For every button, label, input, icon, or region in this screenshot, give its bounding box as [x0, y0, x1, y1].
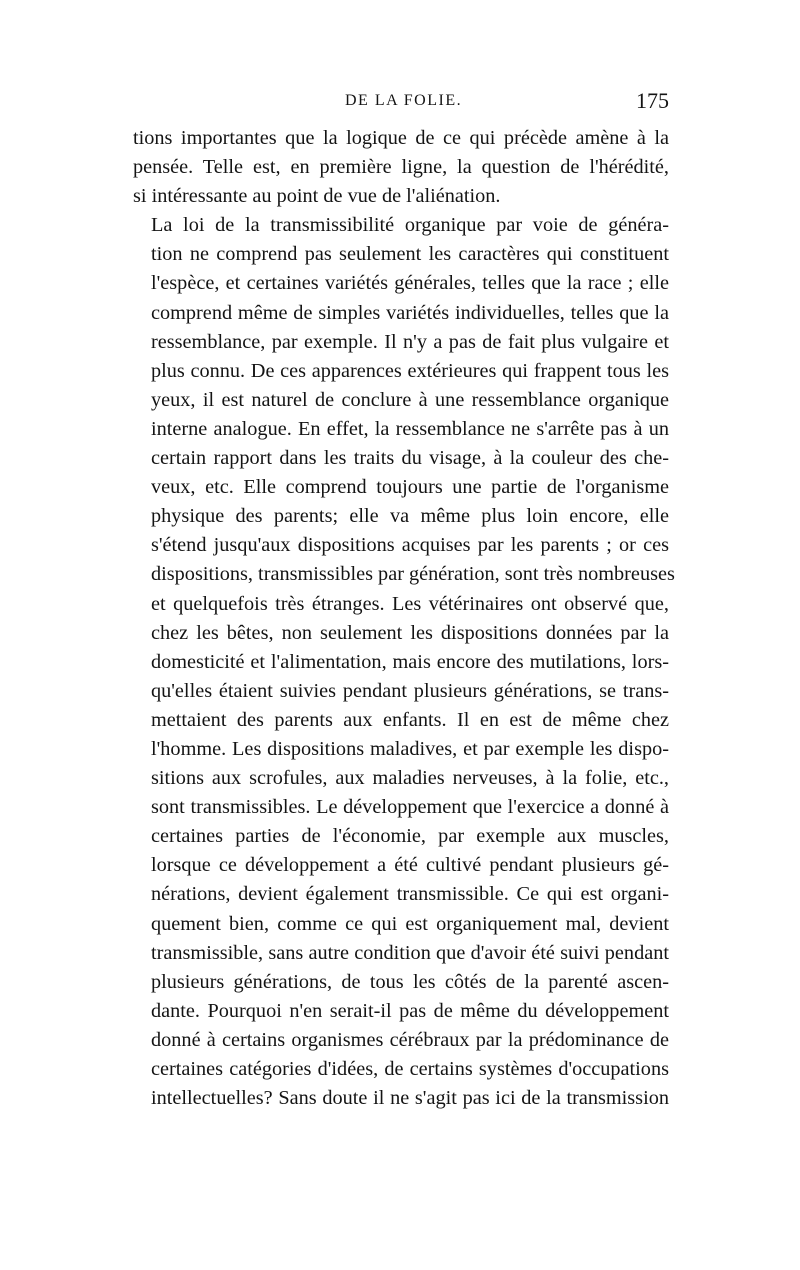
text-line: transmissible, sans autre condition que d'avoir été suivi pendant — [151, 941, 669, 964]
text-line: domesticité et l'alimentation, mais encore des mutilations, lors- — [151, 650, 669, 673]
text-line: lorsque ce développement a été cultivé pendant plusieurs gé- — [151, 854, 669, 877]
text-line: certaines parties de l'économie, par exemple aux muscles, — [151, 825, 669, 848]
paragraph — [133, 124, 669, 211]
text-line: l'espèce, et certaines variétés générales, telles que la race ; elle — [151, 272, 669, 295]
text-line: comprend même de simples variétés individuelles, telles que la — [151, 301, 669, 324]
text-line: dante. Pourquoi n'en serait-il pas de même du développement — [151, 999, 669, 1022]
text-line: certain rapport dans les traits du visage, à la couleur des che- — [151, 447, 669, 470]
text-line: intellectuelles? Sans doute il ne s'agit pas ici de la transmission — [151, 1087, 669, 1110]
text-line: dispositions, transmissibles par génération, sont très nombreuses — [151, 563, 675, 586]
book-page — [133, 88, 675, 1113]
text-line: ressemblance, par exemple. Il n'y a pas de fait plus vulgaire et — [151, 330, 669, 353]
text-line: interne analogue. En effet, la ressemblance ne s'arrête pas à un — [151, 417, 669, 440]
text-line: physique des parents; elle va même plus loin encore, elle — [151, 505, 669, 528]
text-line: certaines catégories d'idées, de certains systèmes d'occupations — [151, 1058, 669, 1080]
text-line: qu'elles étaient suivies pendant plusieurs générations, se trans- — [151, 679, 669, 702]
text-line: s'étend jusqu'aux dispositions acquises par les parents ; or ces — [151, 534, 669, 557]
text-line: si intéressante au point de vue de l'aliénation. — [133, 185, 501, 208]
running-title: DE LA FOLIE. — [345, 92, 463, 109]
text-line: tion ne comprend pas seulement les caractères qui constituent — [151, 243, 669, 266]
text-line: l'homme. Les dispositions maladives, et par exemple les dispo- — [151, 737, 669, 760]
text-line: plus connu. De ces apparences extérieures qui frappent tous les — [151, 359, 669, 382]
text-line: yeux, il est naturel de conclure à une ressemblance organique — [151, 388, 669, 411]
text-line: chez les bêtes, non seulement les dispositions données par la — [151, 621, 669, 644]
text-line: donné à certains organismes cérébraux par la prédominance de — [151, 1028, 669, 1051]
text-line: plusieurs générations, de tous les côtés de la parenté ascen- — [151, 970, 669, 993]
page-number: 175 — [636, 88, 669, 113]
text-line: veux, etc. Elle comprend toujours une partie de l'organisme — [151, 476, 669, 499]
text-line: nérations, devient également transmissible. Ce qui est organi- — [151, 883, 669, 906]
paragraph — [133, 211, 675, 1113]
text-line: mettaient des parents aux enfants. Il en est de même chez — [151, 708, 669, 731]
body-text — [133, 124, 675, 1113]
text-line: pensée. Telle est, en première ligne, la question de l'hérédité, — [133, 156, 669, 179]
text-line: sont transmissibles. Le développement que l'exercice a donné à — [151, 796, 669, 819]
text-line: La loi de la transmissibilité organique par voie de généra- — [151, 214, 669, 237]
text-line: sitions aux scrofules, aux maladies nerveuses, à la folie, etc., — [151, 767, 669, 790]
running-header — [133, 88, 669, 118]
text-line: et quelquefois très étranges. Les vétérinaires ont observé que, — [151, 592, 669, 615]
text-line: quement bien, comme ce qui est organiquement mal, devient — [151, 912, 669, 935]
text-line: tions importantes que la logique de ce qui précède amène à la — [133, 127, 669, 149]
